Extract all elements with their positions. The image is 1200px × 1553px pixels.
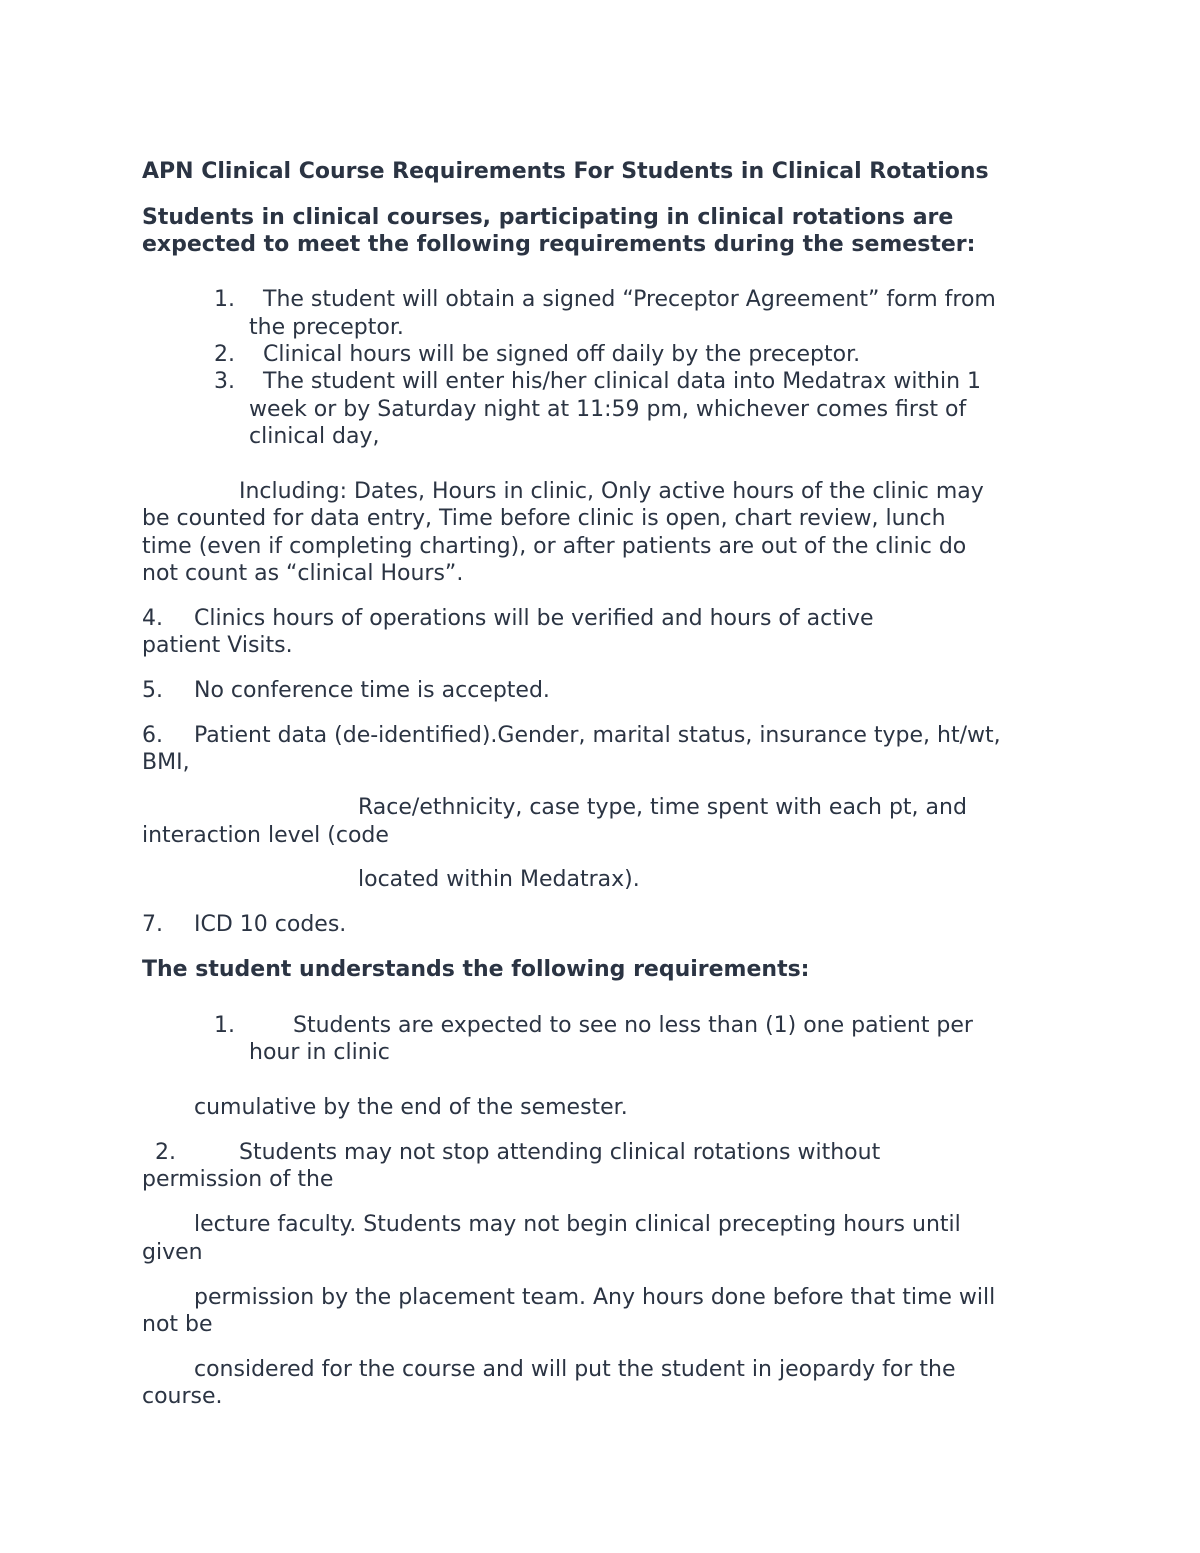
requirements-heading: The student understands the following requirements:	[142, 957, 810, 982]
requirement-number: 2.	[155, 1140, 176, 1165]
list-item-number: 2.	[214, 342, 235, 367]
list-item-number: 3.	[214, 369, 235, 394]
requirement-text: cumulative by the end of the semester.	[194, 1095, 628, 1120]
requirement-text: lecture faculty. Students may not begin clinical precepting hours until	[194, 1212, 961, 1237]
list-item-text: the preceptor.	[249, 315, 404, 340]
requirement-text: Students are expected to see no less than (1) one patient per	[293, 1013, 973, 1038]
requirement-text: permission by the placement team. Any hours done before that time will	[194, 1285, 996, 1310]
including-text-line-1: Including: Dates, Hours in clinic, Only active hours of the clinic may	[239, 479, 984, 504]
including-text-line-4: not count as “clinical Hours”.	[142, 561, 464, 586]
item-text: No conference time is accepted.	[194, 678, 550, 703]
requirement-text: Students may not stop attending clinical rotations without	[239, 1140, 881, 1165]
item-number: 7.	[142, 912, 163, 937]
including-text-line-3: time (even if completing charting), or after patients are out of the clinic do	[142, 534, 967, 559]
item-text: patient Visits.	[142, 633, 293, 658]
requirement-text: permission of the	[142, 1167, 334, 1192]
item-text: Clinics hours of operations will be verified and hours of active	[194, 606, 874, 631]
list-item-text: week or by Saturday night at 11:59 pm, whichever comes first of	[249, 397, 967, 422]
item-text: Race/ethnicity, case type, time spent with each pt, and	[358, 795, 967, 820]
requirement-text: not be	[142, 1312, 213, 1337]
item-text: BMI,	[142, 750, 190, 775]
requirement-text: course.	[142, 1384, 223, 1409]
item-text: located within Medatrax).	[358, 867, 640, 892]
item-text: Patient data (de-identified).Gender, marital status, insurance type, ht/wt,	[194, 723, 1001, 748]
intro-text-line-2: expected to meet the following requirements during the semester:	[142, 232, 976, 257]
list-item-text: The student will enter his/her clinical data into Medatrax within 1	[263, 369, 982, 394]
list-item-text: Clinical hours will be signed off daily by the preceptor.	[263, 342, 861, 367]
requirement-number: 1.	[214, 1013, 235, 1038]
including-text-line-2: be counted for data entry, Time before clinic is open, chart review, lunch	[142, 506, 946, 531]
requirement-text: hour in clinic	[249, 1040, 390, 1065]
list-item-number: 1.	[214, 287, 235, 312]
item-number: 6.	[142, 723, 163, 748]
item-text: ICD 10 codes.	[194, 912, 347, 937]
requirement-text: given	[142, 1240, 203, 1265]
item-number: 5.	[142, 678, 163, 703]
item-number: 4.	[142, 606, 163, 631]
list-item-text: clinical day,	[249, 424, 380, 449]
item-text: interaction level (code	[142, 823, 389, 848]
intro-text-line-1: Students in clinical courses, participating in clinical rotations are	[142, 205, 954, 230]
document-title: APN Clinical Course Requirements For Students in Clinical Rotations	[142, 159, 989, 184]
requirement-text: considered for the course and will put the student in jeopardy for the	[194, 1357, 956, 1382]
list-item-text: The student will obtain a signed “Preceptor Agreement” form from	[263, 287, 996, 312]
